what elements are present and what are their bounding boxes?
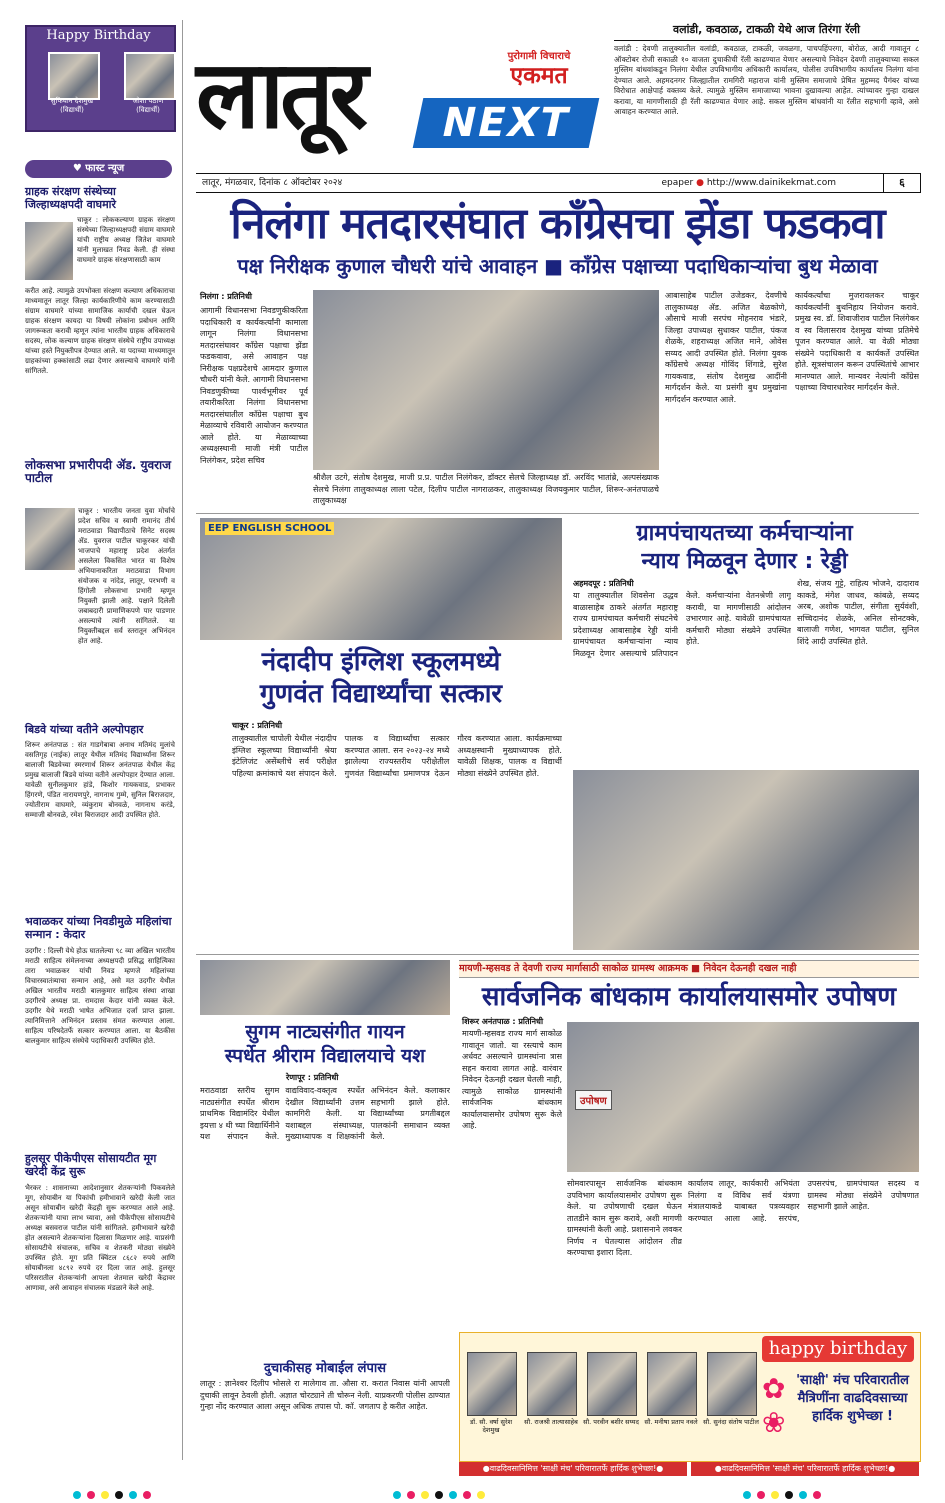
left-story-2-headline: लोकसभा प्रभारीपदी ॲड. युवराज पाटील	[25, 458, 172, 485]
page-number: ६	[883, 173, 921, 193]
sakshi-photo-4	[647, 1352, 697, 1416]
sakshi-photo-2	[527, 1352, 577, 1416]
left-story-4-body: उदगीर : दिल्ली येथे होऊ घातलेल्या ९८ व्या अखिल भारतीय मराठी साहित्य संमेलनाच्या अध्यक्षपदी प्रसिद्ध साहित्यिका तारा भवाळकर यांची निवड म्हणजे महिलांच्या विचारस्वातंत्र्याचा सन्मान आहे, असे मत उदगीर येथील अखिल भारतीय मराठी बालकुमार साहित्य संस्था शाखा उदगीरचे अध्यक्ष प्रा. रामदास केदार यांनी व्यक्त केले. उदगीर येथे मराठी भाषेत अभिजात दर्जा प्राप्त झाला. त्यानिमित्ताने अभिनंदन प्रस्ताव संमत करण्यात आला. साहित्य परिषदेतर्फे सत्कार करण्यात आला. या बैठकीस बालकुमार साहित्य संस्थेचे पदाधिकारी उपस्थित होते.	[25, 947, 175, 1045]
sakshi-footer-1: ●वाढदिवसानिमित्त 'साक्षी मंच' परिवारातर्फे हार्दिक शुभेच्छा!●	[459, 1462, 687, 1476]
sakshi-photo-1	[467, 1352, 517, 1416]
school-headline-2: गुणवंत विद्यार्थ्यांचा सत्कार	[259, 679, 503, 709]
gram-headline-1: ग्रामपंचायतच्या कर्मचाऱ्यांना	[636, 521, 853, 546]
birthday-photo-1	[48, 52, 100, 100]
left-story-5-headline: हुलसूर पीकेपीएस सोसायटीत मूग खरेदी केंद्र सुरू	[25, 1152, 157, 1178]
sakshi-name-4: सौ. मनीषा प्रताप नवले	[644, 1418, 698, 1426]
school-byline: चाकूर : प्रतिनिधी	[232, 721, 283, 730]
sakshi-name-1: डॉ. सौ. वर्षा सुरेश देशमुख	[469, 1418, 513, 1434]
epaper-link[interactable]: epaper ● http://www.dainikekmat.com	[661, 178, 836, 188]
left-story-1-body: करीत आहे. त्यामुळे उपभोक्ता संरक्षण कल्याण अधिकाराचा माध्यमातून लातूर जिल्हा कार्यकारिणीचे काम करण्यासाठी संग्राम वाघमारे यांच्या सामाजिक कार्याची दखल घेऊन ग्राहक संरक्षण कायदा या विषयी लोकांना प्रबोधन आणि जागरूकता करावी म्हणून त्यांना भारतीय ग्राहक अधिकाराचे सदस्य, लोक कल्याण ग्राहक संरक्षण संस्थेचे राष्ट्रीय उपाध्यक्ष यांच्या हस्ते नियुक्तीपत्र देण्यात आले. या पदाच्या माध्यमातून ग्राहकांच्या हक्कांसाठी लढा देणार असल्याचे वाघमारे यांनी सांगितले.	[25, 287, 175, 375]
dateline-text: लातूर, मंगळवार, दिनांक ८ ऑक्टोबर २०२४	[202, 178, 343, 188]
sakshi-wish: 'साक्षी' मंच परिवारातील मैत्रिणींना वाढदिवसाच्या हार्दिक शुभेच्छा !	[796, 1373, 909, 1424]
lead-headline: निलंगा मतदारसंघात काँग्रेसचा झेंडा फडकवा	[230, 199, 885, 249]
left-story-2-photo	[25, 508, 75, 570]
bandh-photo-banner: उपोषण	[575, 1090, 612, 1110]
lead-caption: श्रीशैल उटगे, संतोष देशमुख, माजी प्र.प्र. पाटील निलंगेकर, डॉक्टर सेलचे जिल्हाध्यक्ष डॉ. अरविंद भातांब्रे, अल्पसंख्याक सेलचे निलंगा तालुकाध्यक्ष लाला पटेल, दिलीप पाटील नागराळकर, तालुकाध्यक्ष विजयकुमार पाटील, शिरूर-अनंतपाळचे तालुकाध्यक्ष	[313, 473, 659, 505]
sakshi-photo-3	[587, 1352, 637, 1416]
bandh-byline: शिरूर अनंतपाळ : प्रतिनिधी	[462, 1017, 544, 1026]
bandh-col3: कार्यालय लातूर, कार्यकारी अभियंता निलंगा व विविध सर्व यंत्रणा मंत्रालयाकडे याबाबत पत्रव्यवहार करण्यात आला आहे. सरपंच, उपसरपंच, ग्रामपंचायत सदस्य व ग्रामस्थ मोठ्या संख्येने उपोषणात सहभागी झाले आहेत.	[688, 1179, 919, 1223]
lead-byline: निलंगा : प्रतिनिधी	[200, 292, 252, 301]
left-story-3-headline: बिडवे यांच्या वतीने अल्पोपहार	[25, 723, 144, 736]
left-story-1-headline: ग्राहक संरक्षण संस्थेच्या जिल्हाध्यक्षपदी वाघमारे	[25, 185, 117, 211]
left-story-5-body: भैरकर : शासनाच्या आदेशानुसार शेतकऱ्यांनी पिकवलेले मूग, सोयाबीन या पिकांची हमीभावाने खरेदी केली जात असून सोयाबीन खरेदी केंद्रही सुरू करण्यात आले आहे. शेतकऱ्यांनी याचा लाभ घ्यावा, असे पीकेपीएस सोसायटीचे अध्यक्ष बसवराज पाटील यांनी सांगितले. हमीभावाने खरेदी होत असल्याने शेतकऱ्यांना दिलासा मिळणार आहे. याप्रसंगी सोसायटीचे संचालक, सचिव व शेतकरी मोठ्या संख्येने उपस्थित होते. मूग प्रति क्विंटल ८६८२ रुपये आणि सोयाबीनला ४८९२ रुपये दर दिला जात आहे. हुलसूर परिसरातील शेतकऱ्यांनी आपला शेतमाल खरेदी केंद्रावर आणावा, असे आवाहन संचालक मंडळाने केले आहे.	[25, 1184, 175, 1292]
school-photo	[200, 518, 562, 640]
sakshi-footer-2: ●वाढदिवसानिमित्त 'साक्षी मंच' परिवारातर्फे हार्दिक शुभेच्छा!●	[691, 1462, 919, 1476]
school-banner: EEP ENGLISH SCHOOL	[205, 522, 334, 535]
left-story-3-body: शिरूर अनंतपाळ : संत गाडगेबाबा अनाथ मतिमंद मुलांचे वसतिगृह (नाईक) लातूर येथील मतिमंद विद्यार्थ्यांना शिरूर बालाजी बिडवेच्या स्मरणार्थ शिरूर अनंतपाळ येथील केंद्र प्रमुख बालाजी बिडवे यांच्या वतीने अल्पोपहार देण्यात आला. यावेळी सुनीलकुमार हांडे, किशोर गायकवाड, प्रभाकर हिंगरणे, पंडित नारायणपुरे, नागनाथ गुम्मे, सुनिल बिराजदार, ज्योतीराम वाघमारे, व्यंकुराम बोनवळे, नागनाथ करंडे, सम्माजी बोनवळे, रमेश बिराजदार आदी उपस्थित होते.	[25, 741, 175, 819]
rally-body: वलांडी : देवणी तालुक्यातील वलांडी, कवठाळ, टाकळी, जवळगा, पाचपहिंपरगा, बोरोळ, आदी गावातून ८ ऑक्टोबर रोजी सकाळी १० वाजता दुचाकीची रॅली काढण्यात येणार असल्याचे निवेदन देवणी तालुक्याच्या सकल मुस्लिम बांधवांकडून निलंगा येथील उपविभागीय अधिकारी कार्यालय, पोलीस उपविभागीय कार्यालय निलंगा यांना देण्यात आले. अहमदनगर जिल्ह्यातील रामगिरी महाराज यांनी मुस्लिम समाजाचे प्रेषित मुहम्मद पैगंबर यांच्या विरोधात आक्षेपार्ह वक्तव्य केले. त्यामुळे मुस्लिम समाजाच्या भावना दुखावल्या आहेत. त्यांच्यावर गुन्हा दाखल करावा, या मागणीसाठी ही रॅली काढण्यात येणार आहे. सकल मुस्लिम बांधवांनी या रॅलीत सहभागी व्हावे, असे आवाहन करण्यात आले.	[614, 44, 919, 116]
bandh-col2: सोमवारपासून सार्वजनिक बांधकाम उपविभाग कार्यालयासमोर उपोषण सुरू केले. या उपोषणाची दखल घेऊन तातडीने काम सुरू करावे, अशी मागणी ग्रामस्थांनी केली आहे. प्रशासनाने लवकर निर्णय न घेतल्यास आंदोलन तीव्र करण्याचा इशारा दिला.	[567, 1179, 682, 1257]
gram-photo	[573, 770, 919, 950]
mobile-headline: दुचाकीसह मोबाईल लंपास	[263, 1361, 387, 1376]
dateline-bar	[196, 173, 896, 193]
section-divider-2	[196, 954, 919, 955]
gram-names: शेख, संजय गुट्टे, राहित्य भोजने, दादाराव काकडे, मंगेश जाधव, कांबळे, सय्यद अरब, अशोक पाटील, संगीता सुर्यवंशी, सच्चिदानंद शेळके, अनिल सोनटक्के, बालाजी गणेश, भागवत पाटील, सुनिल शिंदे आदी उपस्थित होते.	[797, 579, 919, 646]
flower-icon: ✿ ❀	[762, 1372, 786, 1439]
bandh-kicker: मायणी-म्हसवड ते देवणी राज्य मार्गासाठी साकोळ ग्रामस्थ आक्रमक ■ निवेदन देऊनही दखल नाही	[459, 960, 919, 978]
natya-headline-2: स्पर्धेत श्रीराम विद्यालयाचे यश	[224, 1045, 426, 1067]
column-divider	[182, 20, 183, 1460]
lead-col1: आगामी विधानसभा निवडणुकीकरिता पदाधिकारी व कार्यकर्त्यांनी कामाला लागून निलंगा विधानसभा मतदारसंघावर काँग्रेस पक्षाचा झेंडा फडकवावा, असे आवाहन पक्ष निरीक्षक पक्षप्रदेशचे आमदार कुणाल चौधरी यांनी केले. आगामी विधानसभा निवडणुकीच्या पार्श्वभूमीवर पूर्व तयारीकरिता निलंगा विधानसभा मतदारसंघातील काँग्रेस पक्षाचा बुथ मेळाव्याचे रविवारी आयोजन करण्यात आले होते. या मेळाव्याच्या अध्यक्षस्थानी माजी मंत्री पाटील निलंगेकर, प्रदेश सचिव	[200, 306, 308, 465]
masthead-logo: लातूर	[196, 40, 365, 150]
school-headline-1: नंदादीप इंग्लिश स्कूलमध्ये	[261, 647, 501, 677]
natya-byline: रेणापूर : प्रतिनिधी	[286, 1073, 339, 1082]
birthday-name-2: जोशा पठाण (विद्यार्थी)	[132, 97, 164, 114]
birthday-name-1: सुफियान देशमुख (विद्यार्थी)	[50, 97, 94, 114]
gram-byline: अहमदपूर : प्रतिनिधी	[573, 579, 634, 588]
birthday-title: Happy Birthday	[46, 28, 151, 43]
lead-col4: कार्यकर्त्यांचा मुजरावलकर चाकूर कार्यकर्त्यांनी बुथनिहाय नियोजन करावे. प्रमुख स्व. डॉ. शिवाजीराव पाटील निलंगेकर व स्व विलासराव देशमुख यांच्या प्रतिमेचे पूजन करण्यात आले. या वेळी मोठ्या संख्येने पदाधिकारी व कार्यकर्ते उपस्थित होते. सूत्रसंचालन करून उपस्थितांचे आभार मानण्यात आले. मान्यवर नेत्यांनी काँग्रेस पक्षाच्या विचारधारेवर मार्गदर्शन केले.	[795, 291, 919, 392]
natya-body: मराठवाडा स्तरीय सुगम नाट्यसंगीत स्पर्धेत श्रीराम प्राथमिक विद्यामंदिर येथील इयत्ता ४ थी च्या विद्यार्थिनीने यश संपादन केले. वाद्यविवाद-वक्तृत्व स्पर्धेत देखील विद्यार्थ्यांनी उत्तम कामगिरी केली. या यशाबद्दल संस्थाध्यक्ष, मुख्याध्यापक व शिक्षकांनी अभिनंदन केले. कलाकार सहभागी झाले होते. विद्यार्थ्यांच्या प्रगतीबद्दल पालकांनी समाधान व्यक्त केले.	[200, 1086, 450, 1141]
fast-news-bar: ♥ फास्ट न्यूज	[25, 160, 172, 178]
sakshi-photo-5	[707, 1352, 757, 1416]
lead-photo	[313, 290, 659, 470]
gram-body: या तालुक्यातील शिवसेना उद्धव बाळासाहेब ठाकरे अंतर्गत महाराष्ट्र राज्य ग्रामपंचायत कर्मचारी संघटनेचे प्रदेशाध्यक्ष आबासाहेब रेड्डी यांनी ग्रामपंचायत कर्मचाऱ्यांना न्याय मिळवून देणार असल्याचे प्रतिपादन केले. कर्मचाऱ्यांना वेतनश्रेणी लागू करावी, या मागणीसाठी आंदोलन उभारणार आहे. यावेळी ग्रामपंचायत कर्मचारी मोठ्या संख्येने उपस्थित होते.	[573, 591, 791, 658]
masthead-brand: एकमत	[510, 62, 568, 89]
left-story-1-dateline: चाकूर : लोककल्याण ग्राहक संरक्षण संस्थेच्या जिल्हाध्यक्षपदी संग्राम वाघमारे यांची राष्ट्रीय अध्यक्ष जितेश वाघमारे यांनी मुलाखत निवड केली. ही संस्था वाघमारे ग्राहक संरक्षणासाठी काम	[77, 216, 175, 264]
heart-icon: ♥	[72, 163, 86, 174]
gram-headline-2: न्याय मिळवून देणार : रेड्डी	[641, 549, 848, 574]
bandh-headline: सार्वजनिक बांधकाम कार्यालयासमोर उपोषण	[481, 982, 897, 1012]
rally-headline: वलांडी, कवठाळ, टाकळी येथे आज तिरंगा रॅली	[614, 22, 919, 41]
left-story-1-photo	[25, 222, 73, 280]
left-story-4-headline: भवाळकर यांच्या निवडीमुळे महिलांचा सन्मान : केदार	[25, 915, 172, 941]
registration-marks-right	[740, 1484, 860, 1494]
sakshi-name-2: सौ. राजश्री तात्यासाहेब	[524, 1418, 578, 1426]
natya-photo	[200, 960, 450, 1015]
lead-subhead: पक्ष निरीक्षक कुणाल चौधरी यांचे आवाहन ■ काँग्रेस पक्षाच्या पदाधिकाऱ्यांचा बुथ मेळावा	[237, 254, 878, 278]
globe-icon: ●	[696, 178, 704, 188]
section-divider	[196, 513, 919, 514]
bandh-col1: मायणी-म्हसवड राज्य मार्ग साकोळ गावातून जातो. या रस्त्याचे काम अर्धवट असल्याने ग्रामस्थांना त्रास सहन करावा लागत आहे. वारंवार निवेदन देऊनही दखल घेतली नाही, त्यामुळे साकोळ ग्रामस्थांनी सार्वजनिक बांधकाम कार्यालयासमोर उपोषण सुरू केले आहे.	[462, 1029, 562, 1130]
registration-marks-center	[390, 1484, 530, 1494]
masthead-tagline: पुरोगामी विचाराचे	[507, 51, 571, 62]
birthday-photo-2	[124, 52, 176, 100]
registration-marks-left	[70, 1484, 190, 1494]
masthead-next: NEXT	[413, 98, 600, 148]
sakshi-name-3: सौ. परवीन बशीर सय्यद	[583, 1418, 639, 1426]
bandh-photo	[567, 1022, 919, 1172]
sakshi-name-5: सौ. सुनंदा संतोष पाटील	[703, 1418, 759, 1426]
natya-headline-1: सुगम नाट्यसंगीत गायन	[245, 1021, 405, 1043]
sakshi-happy-birthday: happy birthday	[762, 1336, 914, 1362]
left-story-2-body: चाकूर : भारतीय जनता युवा मोर्चाचे प्रदेश सचिव व स्वामी रामानंद तीर्थ मराठवाडा विद्यापीठाचे सिनेट सदस्य ॲड. युवराज पाटील चाकूरकर यांची भाजपाचे महाराष्ट्र प्रदेश अंतर्गत असलेला विकसित भारत या विशेष अभियानाकरिता मराठवाडा विभाग संयोजक व नांदेड, लातूर, परभणी व हिंगोली लोकसभा प्रभारी म्हणून नियुक्ती झाली आहे. पक्षाने दिलेली जबाबदारी प्रामाणिकपणे पार पाडणार असल्याचे त्यांनी सांगितले. या नियुक्तीबद्दल सर्व स्तरातून अभिनंदन होत आहे.	[78, 507, 175, 645]
lead-col3: आबासाहेब पाटील उजेडकर, देवणीचे तालुकाध्यक्ष ॲड. अजित बेळकोणे, औसाचे माजी सरपंच मोहनराव भंडारे, जिल्हा उपाध्यक्ष सुधाकर पाटील, पंकज शेळके, शहराध्यक्ष अजित माने, ओवेस सय्यद आदी उपस्थित होते. निलंगा युवक काँग्रेसचे अध्यक्ष गोविंद शिंगाडे, सुरेश गायकवाड, संतोष देशमुख आदींनी मार्गदर्शन केले. या प्रसंगी बुथ प्रमुखांना मार्गदर्शन करण्यात आले.	[665, 291, 787, 404]
school-body: तालुक्यातील चापोली येथील नंदादीप इंग्लिश स्कूलच्या विद्यार्थ्यांनी श्रेया इंटेलिजंट असेंब्लीचे सर्व परीक्षेत पहिल्या क्रमांकाचे यश संपादन केले. पालक व विद्यार्थ्यांचा सत्कार करण्यात आला. सन २०२३-२४ मध्ये झालेल्या राज्यस्तरीय परीक्षेतील गुणवंत विद्यार्थ्यांचा प्रमाणपत्र देऊन गौरव करण्यात आला. कार्यक्रमाच्या अध्यक्षस्थानी मुख्याध्यापक होते. यावेळी शिक्षक, पालक व विद्यार्थी मोठ्या संख्येने उपस्थित होते.	[232, 734, 562, 778]
mobile-body: लातूर : ज्ञानेश्वर दिलीप भोसले रा मालेगाव ता. औसा रा. करात निवास यांनी आपली दुचाकी लावून ठेवली होती. अज्ञात चोरट्याने ती चोरून नेली. याप्रकरणी पोलीस ठाण्यात गुन्हा नोंद करण्यात आला असून अधिक तपास पो. कॉ. जगताप हे करीत आहेत.	[200, 1379, 450, 1411]
